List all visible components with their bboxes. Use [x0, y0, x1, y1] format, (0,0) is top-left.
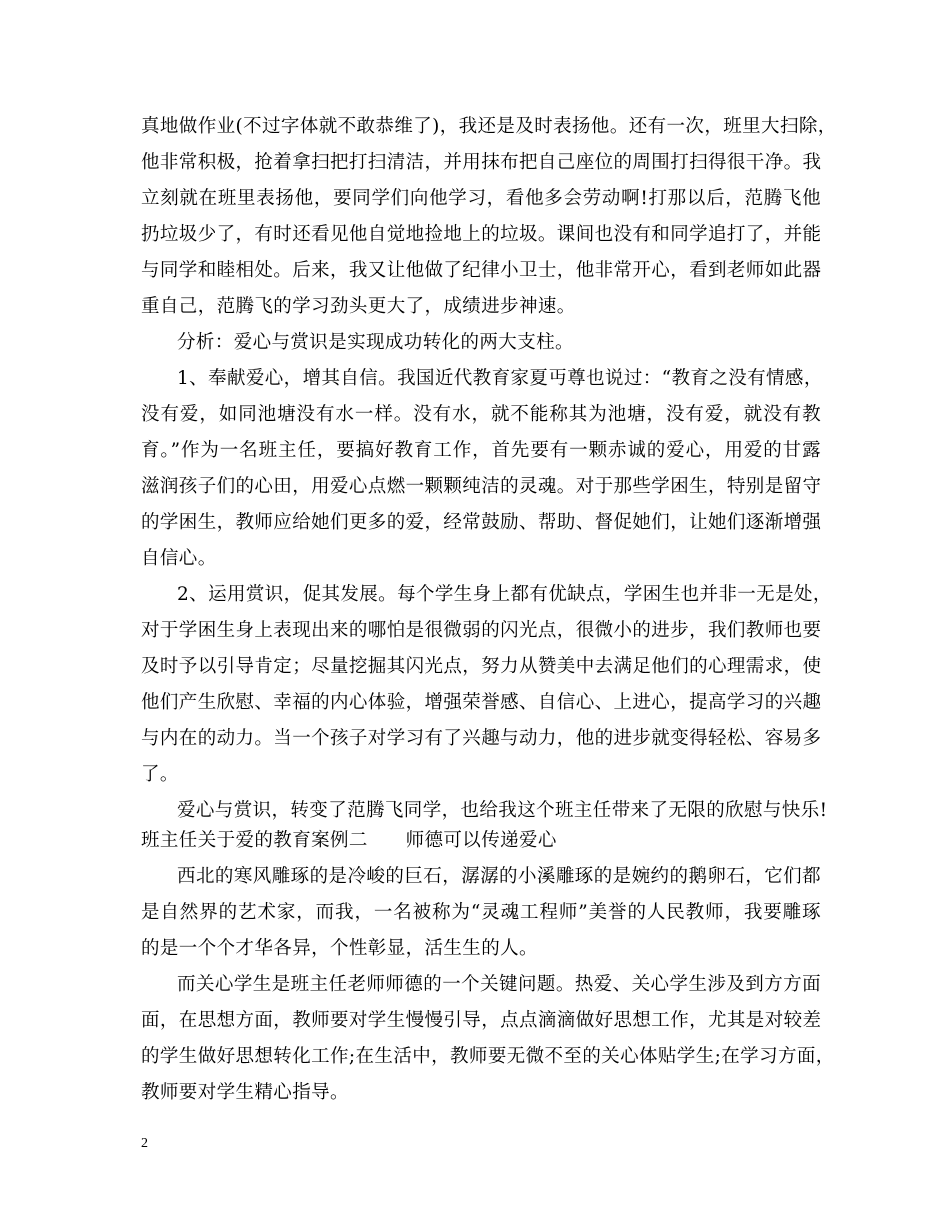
- text-line: 他们产生欣慰、幸福的内心体验，增强荣誉感、自信心、上进心，提高学习的兴趣: [141, 692, 822, 713]
- text-line: 他非常积极，抢着拿扫把打扫清洁，并用抹布把自己座位的周围打扫得很干净。我: [141, 152, 822, 173]
- text-line: 而关心学生是班主任老师师德的一个关键问题。热爱、关心学生涉及到方方面: [177, 974, 821, 995]
- text-line: 扔垃圾少了，有时还看见他自觉地捡地上的垃圾。课间也没有和同学追打了，并能: [141, 224, 822, 245]
- text-line: 与同学和睦相处。后来，我又让他做了纪律小卫士，他非常开心，看到老师如此器: [141, 260, 822, 281]
- text-line: 2、运用赏识，促其发展。每个学生身上都有优缺点，学困生也并非一无是处，: [177, 584, 832, 605]
- section-heading: 班主任关于爱的教育案例二 师德可以传递爱心: [141, 830, 557, 851]
- text-line: 1、奉献爱心，增其自信。我国近代教育家夏丏尊也说过：“教育之没有情感，: [177, 368, 823, 389]
- text-line: 的学困生，教师应给她们更多的爱，经常鼓励、帮助、督促她们，让她们逐渐增强: [141, 512, 822, 533]
- text-line: 了。: [141, 764, 179, 785]
- text-line: 育。”作为一名班主任，要搞好教育工作，首先要有一颗赤诚的爱心，用爱的甘露: [141, 440, 821, 461]
- text-line: 真地做作业(不过字体就不敢恭维了)，我还是及时表扬他。还有一次，班里大扫除，: [141, 116, 837, 137]
- text-line: 自信心。: [141, 548, 217, 569]
- text-line: 面，在思想方面，教师要对学生慢慢引导，点点滴滴做好思想工作，尤其是对较差: [141, 1010, 822, 1031]
- text-line: 教师要对学生精心指导。: [141, 1082, 349, 1103]
- text-line: 是自然界的艺术家，而我，一名被称为“灵魂工程师”美誉的人民教师，我要雕琢: [141, 902, 821, 923]
- text-line: 及时予以引导肯定；尽量挖掘其闪光点，努力从赞美中去满足他们的心理需求，使: [141, 656, 822, 677]
- text-line: 分析：爱心与赏识是实现成功转化的两大支柱。: [177, 332, 574, 353]
- text-line: 立刻就在班里表扬他，要同学们向他学习，看他多会劳动啊!打那以后，范腾飞他: [141, 188, 821, 209]
- text-line: 重自己，范腾飞的学习劲头更大了，成绩进步神速。: [141, 296, 576, 317]
- text-line: 爱心与赏识，转变了范腾飞同学，也给我这个班主任带来了无限的欣慰与快乐!: [177, 800, 828, 821]
- text-line: 的学生做好思想转化工作;在生活中，教师要无微不至的关心体贴学生;在学习方面，: [141, 1046, 835, 1067]
- text-line: 与内在的动力。当一个孩子对学习有了兴趣与动力，他的进步就变得轻松、容易多: [141, 728, 822, 749]
- text-line: 对于学困生身上表现出来的哪怕是很微弱的闪光点，很微小的进步，我们教师也要: [141, 620, 822, 641]
- page-number: 2: [141, 1136, 148, 1151]
- text-line: 的是一个个才华各异，个性彰显，活生生的人。: [141, 938, 538, 959]
- text-line: 西北的寒风雕琢的是冷峻的巨石，潺潺的小溪雕琢的是婉约的鹅卵石，它们都: [177, 866, 821, 887]
- text-line: 没有爱，如同池塘没有水一样。没有水，就不能称其为池塘，没有爱，就没有教: [141, 404, 821, 425]
- text-line: 滋润孩子们的心田，用爱心点燃一颗颗纯洁的灵魂。对于那些学困生，特别是留守: [141, 476, 822, 497]
